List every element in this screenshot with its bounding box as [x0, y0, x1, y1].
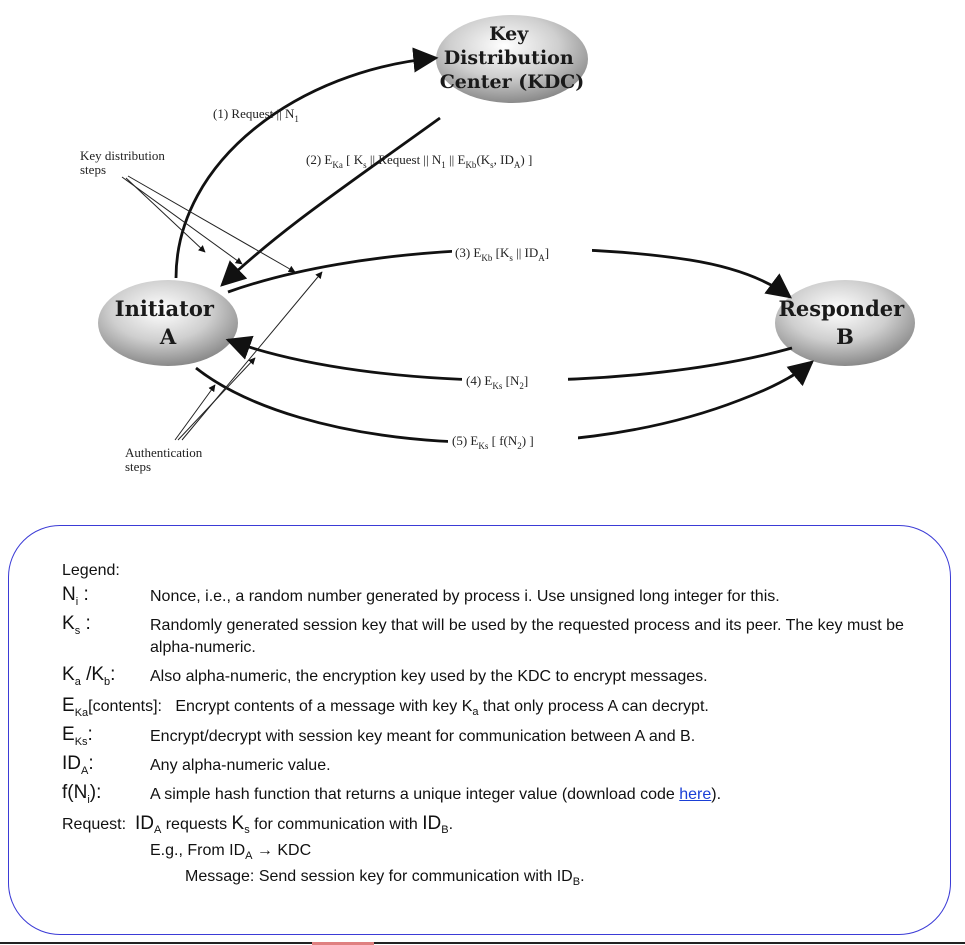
key-distribution-steps-label: Key distribution steps: [80, 148, 165, 177]
legend-message: Message: Send session key for communication with $ID_B$.: [185, 868, 585, 889]
initiator-node: [98, 280, 238, 366]
legend-row-eka: [62, 695, 942, 719]
responder-label-line1: Responder: [778, 296, 905, 321]
bottom-divider: [0, 942, 965, 944]
kdc-label-line1: Key: [489, 23, 529, 45]
msg2-label: (2) $E_{Ka}$ [ $K_s$ || Request || $N_1$ || $E_{Kb}(K_s$, $ID_A$) ]: [306, 152, 533, 170]
legend-desc-ks: Randomly generated session key that will be used by the requested process and its peer. The key must be alpha-numeric.: [150, 617, 904, 656]
legend-row-eks: [62, 723, 942, 748]
legend-request: Request: $ID_A$ requests $K_s$ for communication with $ID_B$.: [62, 812, 454, 836]
legend-title: Legend:: [62, 562, 120, 579]
initiator-label-line2: A: [159, 324, 177, 349]
legend-row-ks: [62, 615, 942, 659]
key-pointer-3: [126, 178, 205, 252]
arrow-msg2: [222, 118, 440, 285]
legend-term-ni: $N_i$ :: [62, 584, 89, 608]
msg1-label: (1) Request || $N_1$: [213, 106, 299, 124]
key-pointer-1: [122, 177, 242, 264]
legend-term-kakb: $K_a$ $/K_b$:: [62, 664, 116, 688]
legend-row-ida: [62, 752, 942, 777]
initiator-label-line1: Initiator: [114, 296, 214, 321]
legend-term-ida: $ID_A$:: [62, 752, 94, 777]
legend-term-fni: $f(N_i)$:: [62, 781, 102, 806]
legend-desc-ida: Any alpha-numeric value.: [150, 756, 331, 774]
authentication-steps-label: Authentication steps: [125, 445, 203, 474]
legend-desc-eka: Encrypt contents of a message with key $K_a$ that only process A can decrypt.: [175, 698, 709, 719]
responder-label-line2: B: [836, 324, 854, 349]
legend-row-fni: [62, 781, 942, 806]
auth-pointer-3: [175, 385, 215, 440]
legend-term-eka: $E_{Ka}[contents]$:: [62, 695, 162, 719]
legend: [62, 562, 942, 888]
legend-desc-fni: A simple hash function that returns a unique integer value (download code here).: [150, 785, 722, 803]
download-code-link[interactable]: here: [679, 785, 712, 803]
legend-desc-kakb: Also alpha-numeric, the encryption key used by the KDC to encrypt messages.: [150, 668, 708, 685]
legend-term-ks: $K_s$ :: [62, 613, 91, 637]
msg4-label: (4) $E_{Ks}$ $[N_2]$: [466, 373, 529, 391]
responder-node: [775, 280, 915, 366]
legend-row-kakb: [62, 666, 942, 688]
legend-desc-ni: Nonce, i.e., a random number generated by process i. Use unsigned long integer for this.: [150, 588, 780, 605]
legend-desc-eks: Encrypt/decrypt with session key meant for communication between A and B.: [150, 727, 696, 745]
kdc-label-line3: Center (KDC): [439, 71, 585, 93]
key-pointer-2: [128, 176, 295, 272]
legend-example: E.g., From $ID_A$ → KDC: [150, 841, 312, 863]
kdc-label-line2: Distribution: [443, 47, 574, 69]
legend-row-ni: [62, 586, 942, 608]
msg3-label: (3) $E_{Kb}$ [$K_s$ || $ID_A$]: [455, 245, 550, 263]
legend-term-eks: $E_{Ks}$:: [62, 723, 93, 748]
msg5-label: (5) $E_{Ks}$ [ $f(N_2)$ ]: [452, 433, 534, 451]
right-arrow-icon: →: [256, 841, 273, 859]
